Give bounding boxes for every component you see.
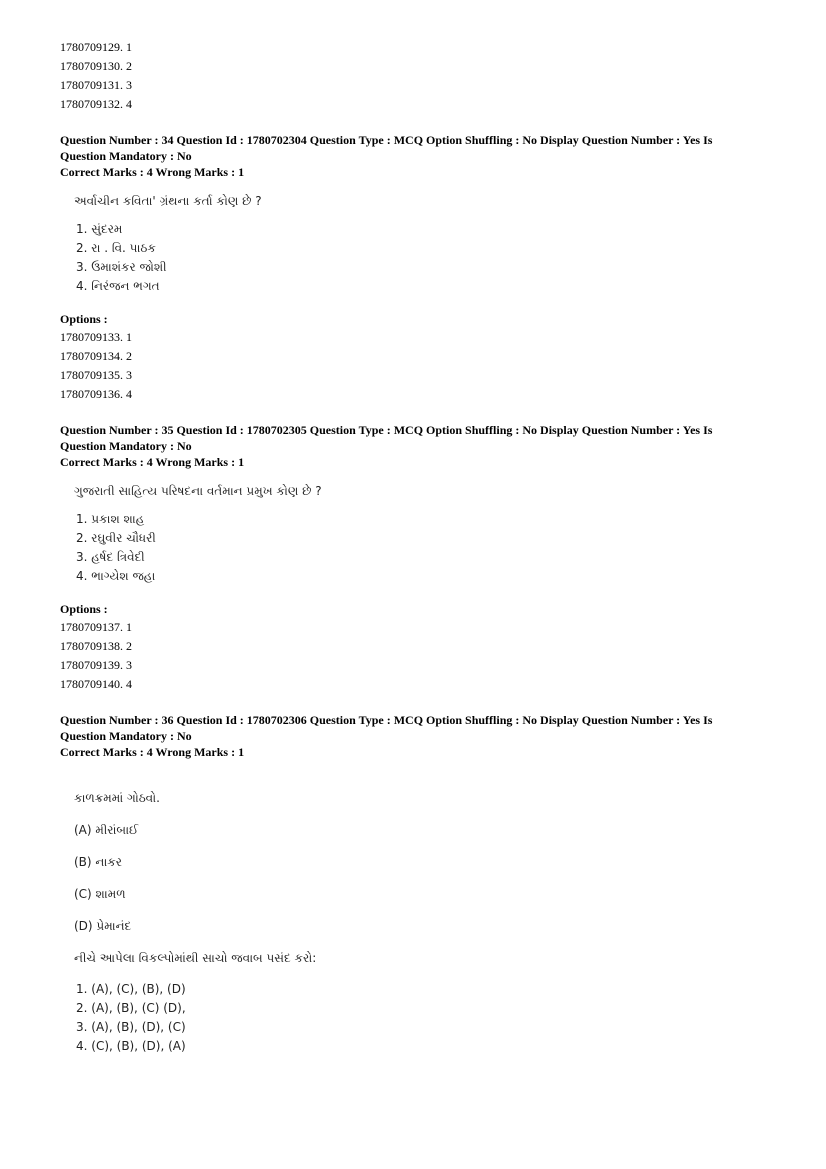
option-id: 1780709140. 4	[60, 677, 132, 691]
question-instruction: નીચે આપેલા વિકલ્પોમાંથી સાચો જવાબ પસંદ કરો:	[74, 951, 317, 965]
question-header: Question Number : 34 Question Id : 1780702304 Question Type : MCQ Option Shuffling : No Display Question Number : Yes Is	[60, 133, 713, 147]
question-marks: Correct Marks : 4 Wrong Marks : 1	[60, 165, 245, 179]
sequence-item: (A) મીરાંબાઈ	[74, 823, 139, 837]
option-id: 1780709137. 1	[60, 620, 132, 634]
sequence-item: (C) શામળ	[74, 887, 126, 901]
question-marks: Correct Marks : 4 Wrong Marks : 1	[60, 455, 245, 469]
choice-item: 2. રઘુવીર ચૌધરી	[76, 531, 156, 545]
option-id: 1780709130. 2	[60, 59, 132, 73]
option-id: 1780709129. 1	[60, 40, 132, 54]
question-header: Question Number : 35 Question Id : 1780702305 Question Type : MCQ Option Shuffling : No Display Question Number : Yes Is	[60, 423, 713, 437]
option-id: 1780709136. 4	[60, 387, 132, 401]
choice-item: 3. ઉમાશંકર જોશી	[76, 260, 167, 274]
question-35	[60, 422, 760, 694]
document-page	[60, 38, 760, 1056]
choice-item: 1. (A), (C), (B), (D)	[76, 982, 186, 996]
choice-item: 3. હર્ષદ ત્રિવેદી	[76, 550, 145, 564]
question-body	[60, 192, 760, 296]
prev-options-list	[60, 38, 760, 114]
choice-item: 3. (A), (B), (D), (C)	[76, 1020, 186, 1034]
sequence-item: (B) નાકર	[74, 855, 122, 869]
choice-item: 4. (C), (B), (D), (A)	[76, 1039, 186, 1053]
option-id: 1780709135. 3	[60, 368, 132, 382]
choice-item: 4. ભાગ્યેશ જહા	[76, 569, 156, 583]
options-label: Options :	[60, 312, 108, 326]
question-text: ગુજરાતી સાહિત્ય પરિષદના વર્તમાન પ્રમુખ કોણ છે ?	[74, 484, 322, 498]
option-id: 1780709132. 4	[60, 97, 132, 111]
option-id: 1780709134. 2	[60, 349, 132, 363]
choice-item: 1. સુંદરમ	[76, 222, 123, 236]
question-body	[60, 782, 760, 1056]
question-mandatory: Question Mandatory : No	[60, 439, 192, 453]
question-36	[60, 712, 760, 1056]
options-label: Options :	[60, 602, 108, 616]
question-header: Question Number : 36 Question Id : 1780702306 Question Type : MCQ Option Shuffling : No Display Question Number : Yes Is	[60, 713, 713, 727]
choice-list	[74, 510, 760, 586]
question-text: અર્વાચીન કવિતા' ગ્રંથના કર્તા કોણ છે ?	[74, 194, 262, 208]
choice-item: 2. (A), (B), (C) (D),	[76, 1001, 186, 1015]
question-text: કાળક્રમમાં ગોઠવો.	[74, 791, 160, 805]
option-id: 1780709133. 1	[60, 330, 132, 344]
question-mandatory: Question Mandatory : No	[60, 729, 192, 743]
sequence-item: (D) પ્રેમાનંદ	[74, 919, 132, 933]
question-34	[60, 132, 760, 404]
option-id: 1780709138. 2	[60, 639, 132, 653]
question-body	[60, 482, 760, 586]
choice-list	[74, 980, 760, 1056]
question-marks: Correct Marks : 4 Wrong Marks : 1	[60, 745, 245, 759]
question-mandatory: Question Mandatory : No	[60, 149, 192, 163]
option-id: 1780709139. 3	[60, 658, 132, 672]
choice-list	[74, 220, 760, 296]
option-id: 1780709131. 3	[60, 78, 132, 92]
choice-item: 1. પ્રકાશ શાહ	[76, 512, 145, 526]
choice-item: 4. નિરંજન ભગત	[76, 279, 160, 293]
choice-item: 2. રા . વિ. પાઠક	[76, 241, 156, 255]
